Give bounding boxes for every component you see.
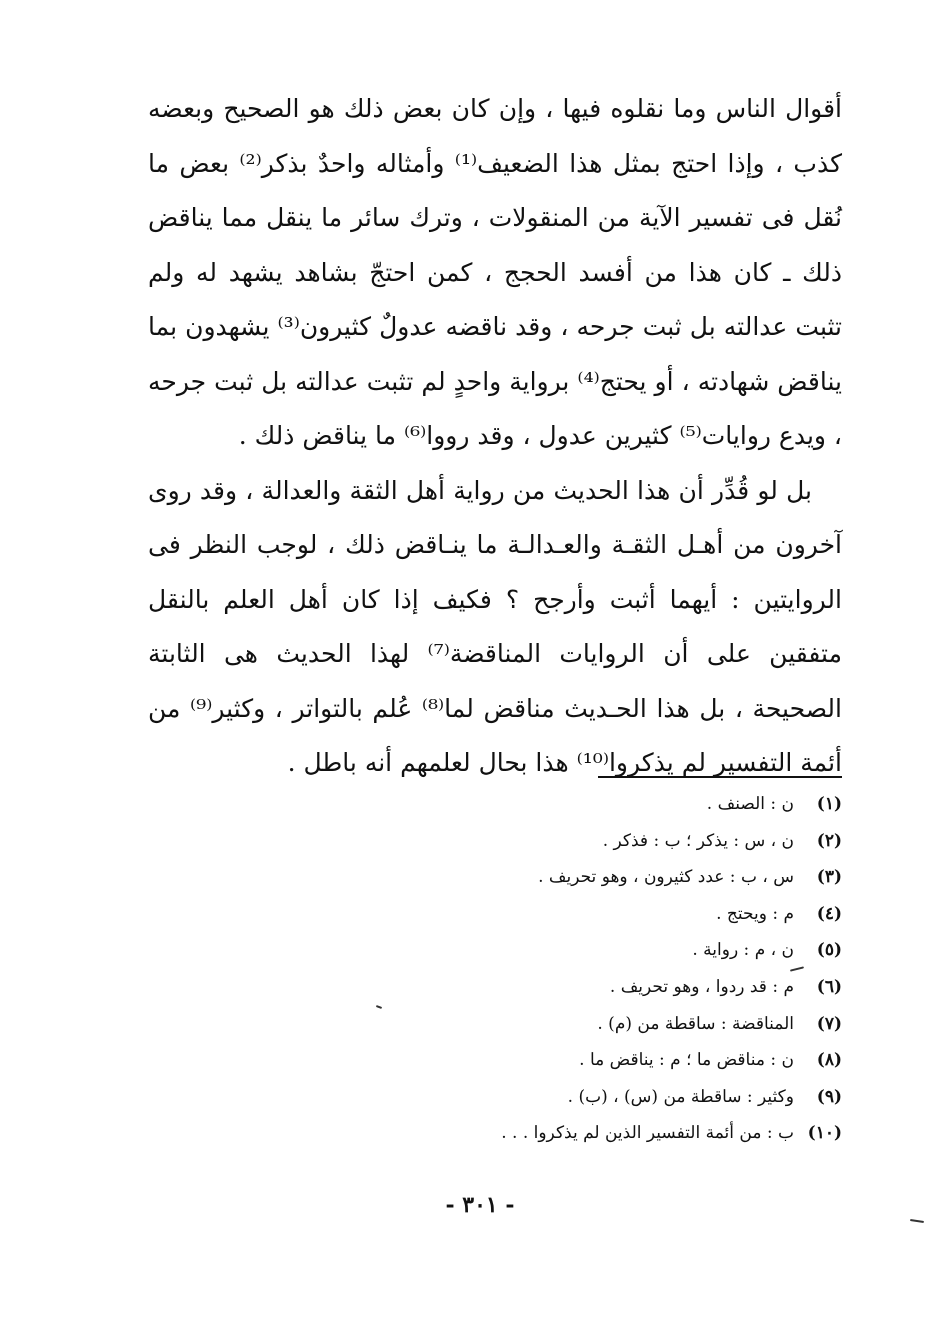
footnotes-list (380, 786, 842, 1152)
footnote-number: (٣) (816, 867, 842, 888)
footnote-9 (380, 1079, 842, 1116)
footnote-text: ن ، س : يذكر ؛ ب : فذكر . (602, 830, 794, 851)
footnote-10 (380, 1115, 842, 1152)
footnote-text: ن ، م : رواية . (692, 940, 794, 961)
footnote-number: (٥) (816, 940, 842, 961)
footnote-text: ن : مناقض ما ؛ م : يناقض ما . (579, 1050, 794, 1071)
footnote-4 (380, 896, 842, 933)
footnote-text: وكثير : ساقطة من (س) ، (ب) . (567, 1086, 794, 1107)
footnote-5 (380, 932, 842, 969)
footnote-6 (380, 969, 842, 1006)
footnote-number: (١) (816, 794, 842, 814)
footnote-text: ب : من أئمة التفسير الذين لم يذكروا . . . (501, 1123, 794, 1144)
scan-speck (910, 1219, 924, 1223)
page-number: - ٣٠١ - (445, 1192, 515, 1218)
footnote-text: م : ويحتج . (716, 903, 794, 924)
footnote-2 (380, 823, 842, 860)
footnote-number: (١٠) (807, 1123, 842, 1144)
footnote-text: س ، ب : عدد كثيرون ، وهو تحريف . (538, 867, 794, 888)
footnote-number: (٧) (816, 1013, 842, 1034)
footnote-7 (380, 1006, 842, 1043)
footnote-number: (٤) (816, 903, 842, 924)
footnote-number: (٦) (816, 976, 842, 997)
footnote-number: (٩) (816, 1086, 842, 1107)
footnote-8 (380, 1042, 842, 1079)
footnote-separator (598, 776, 842, 778)
footnote-1 (380, 786, 842, 823)
paragraph-1: أقوال الناس وما نقلوه فيها ، وإن كان بعض ذلك هو الصحيح وبعضه كذب ، وإذا احتج بمثل هذا الضعيف⁽¹⁾ وأمثاله واحدٌ بذكر⁽²⁾ بعض ما نُقل فى تفسير الآية من المنقولات ، وترك سائر ما ينقل مما يناقض ذلك ـ كان هذا من أفسد الحجج ، كمن احتجّ بشاهد يشهد له ولم تثبت عدالته بل ثبت جرحه ، وقد ناقضه عدولٌ كثيرون⁽³⁾ يشهدون بما يناقض شهادته ، أو يحتج⁽⁴⁾ برواية واحدٍ لم تثبت عدالته بل ثبت جرحه ، ويدع روايات⁽⁵⁾ كثيرين عدول ، وقد رووا⁽⁶⁾ ما يناقض ذلك . (148, 94, 842, 450)
footnote-number: (٨) (816, 1050, 842, 1071)
paragraph-2: بل لو قُدِّر أن هذا الحديث من رواية أهل الثقة والعدالة ، وقد روى آخرون من أهـل الثقـة والعـدالـة ما ينـاقض ذلك ، لوجب النظر فى الروايتين : أيهما أثبت وأرجح ؟ فكيف إذا كان أهل العلم بالنقل متفقين على أن الروايات المناقضة⁽⁷⁾ لهذا الحديث هى الثابتة الصحيحة ، بل هذا الحـديث مناقض لما⁽⁸⁾ عُلم بالتواتر ، وكثير⁽⁹⁾ من أئمة التفسير لم يذكروا⁽¹⁰⁾ هذا بحال لعلمهم أنه باطل . (148, 475, 842, 777)
footnote-text: ن : الصنف . (706, 794, 794, 814)
footnote-3 (380, 859, 842, 896)
footnote-text: المناقضة : ساقطة من (م) . (597, 1013, 794, 1034)
main-text (148, 82, 842, 791)
footnote-number: (٢) (816, 830, 842, 851)
footnote-text: م : قد ردوا ، وهو تحريف . (609, 976, 794, 997)
